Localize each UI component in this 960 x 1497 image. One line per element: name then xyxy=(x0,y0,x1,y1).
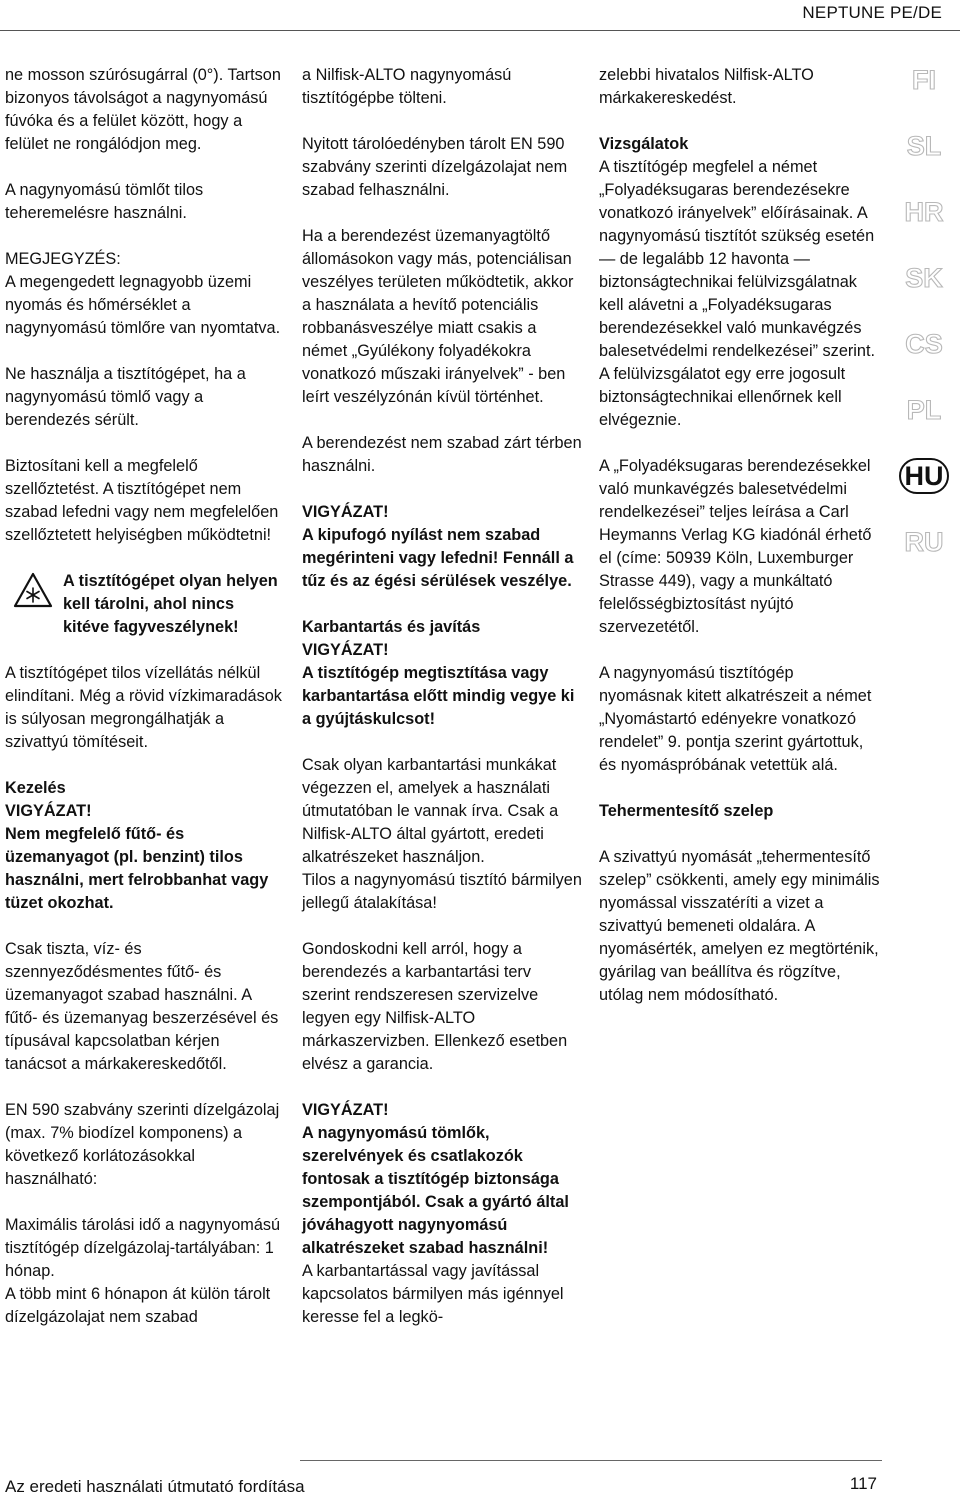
paragraph: a Nilfisk-ALTO nagynyomású tisztítógépbe tölteni. xyxy=(302,66,512,107)
paragraph: A szivattyú nyomását „tehermentesítő szelep” csökkenti, amely egy minimális nyomással visszatéríti a vizet a szivattyú bemeneti oldalára. A nyomásérték, amelyen ez megtörténik, gyárilag van beállítva és rögzítve, utólag nem módosítható. xyxy=(599,848,880,1004)
paragraph: A „Folyadéksugaras berendezésekkel való munkavégzés balesetvédelmi rendelkezései” teljes leírása a Carl Heymanns Verlag KG kiadónál érhető el (címe: 50939 Köln, Luxemburger Strasse 449), vagy a munkáltató felelősségbiztosítást nyújtó szervezetétől. xyxy=(599,457,872,636)
paragraph: A karbantartással vagy javítással kapcsolatos bármilyen más igénnyel keresse fel a legkö- xyxy=(302,1262,564,1326)
caution-text: A kipufogó nyílást nem szabad megérinteni vagy lefedni! Fennáll a tűz és az égési sérülések veszélye. xyxy=(302,526,574,590)
section-heading-kezeles: Kezelés xyxy=(5,779,66,797)
caution-text: Nem megfelelő fűtő- és üzemanyagot (pl. benzint) tilos használni, mert felrobbanhat vagy tüzet okozhat. xyxy=(5,825,269,912)
paragraph: Biztosítani kell a megfelelő szellőztetést. A tisztítógépet nem szabad lefedni vagy nem megfelelően szellőztetett helyiségben működtetni! xyxy=(5,457,279,544)
document-header-title: NEPTUNE PE/DE xyxy=(802,3,942,22)
caution-label: VIGYÁZAT! xyxy=(302,1101,389,1119)
caution-label: VIGYÁZAT! xyxy=(302,503,389,521)
paragraph: Ha a berendezést üzemanyagtöltő állomásokon vagy más, potenciálisan veszélyes területen működtetik, akkor a használata a hevítő potenciális robbanásveszélye miatt csakis a német „Gyúlékony folyadékokra vonatkozó műszaki irányelvek” - ben leírt veszélyzónán kívül történhet. xyxy=(302,227,574,406)
section-heading-inspections: Vizsgálatok xyxy=(599,135,689,153)
frost-warning-block xyxy=(5,570,283,639)
footer-caption: Az eredeti használati útmutató fordítása xyxy=(5,1477,305,1496)
paragraph: A tisztítógépet tilos vízellátás nélkül elindítani. Még a rövid vízkimaradások is súlyosan megrongálhatják a szivattyú tömítéseit. xyxy=(5,664,282,751)
paragraph: A berendezést nem szabad zárt térben használni. xyxy=(302,434,582,475)
active-language-label: HU xyxy=(904,460,944,491)
paragraph: Nyitott tárolóedényben tárolt EN 590 szabvány szerinti dízelgázolajat nem szabad felhasználni. xyxy=(302,135,568,199)
text-column-2 xyxy=(302,64,582,1352)
paragraph: Csak tiszta, víz- és szennyeződésmentes fűtő- és üzemanyagot szabad használni. A fűtő- és üzemanyag beszerzésével és típusával kapcsolatban kérjen tanácsot a márkakereskedőtől. xyxy=(5,940,279,1073)
footer-divider xyxy=(300,1460,882,1461)
caution-label: VIGYÁZAT! xyxy=(302,641,389,659)
language-tab-ru: RU xyxy=(904,526,944,557)
paragraph: A több mint 6 hónapon át külön tárolt dízelgázolajat nem szabad xyxy=(5,1285,271,1326)
caution-label: VIGYÁZAT! xyxy=(5,802,92,820)
language-tab-pl: PL xyxy=(906,394,942,425)
frost-warning-text: A tisztítógépet olyan helyen kell tárolni, ahol nincs kitéve fagyveszélynek! xyxy=(63,572,278,636)
snowflake-warning-triangle-icon xyxy=(13,572,53,608)
note-label: MEGJEGYZÉS xyxy=(5,250,117,268)
caution-text: A tisztítógép megtisztítása vagy karbantartása előtt mindig vegye ki a gyújtáskulcsot! xyxy=(302,664,575,728)
note-heading: MEGJEGYZÉS: xyxy=(5,250,121,268)
language-tab-hr: HR xyxy=(904,196,944,227)
paragraph: Csak olyan karbantartási munkákat végezzen el, amelyek a használati útmutatóban le vannak írva. Csak a Nilfisk-ALTO által gyártott, eredeti alkatrészeket használjon. xyxy=(302,756,559,866)
section-heading-relief-valve: Tehermentesítő szelep xyxy=(599,802,774,820)
language-tab-cs: CS xyxy=(905,328,943,359)
language-tab-sk: SK xyxy=(905,262,943,293)
language-tab-sl: SL xyxy=(906,130,942,161)
paragraph: zelebbi hivatalos Nilfisk-ALTO márkakereskedést. xyxy=(599,66,814,107)
language-tab-hu-active xyxy=(893,458,955,494)
note-text: A megengedett legnagyobb üzemi nyomás és hőmérséklet a nagynyomású tömlőre van nyomtatva. xyxy=(5,273,281,337)
paragraph: Tilos a nagynyomású tisztító bármilyen jellegű átalakítása! xyxy=(302,871,582,912)
paragraph: Gondoskodni kell arról, hogy a berendezés a karbantartási terv szerint rendszeresen szervizelve legyen egy Nilfisk-ALTO márkaszervizben. Ellenkező esetben elvész a garancia. xyxy=(302,940,568,1073)
paragraph: EN 590 szabvány szerinti dízelgázolaj (max. 7% biodízel komponens) a következő korlátozásokkal használható: xyxy=(5,1101,280,1188)
language-index xyxy=(893,62,959,590)
language-tab-fi: FI xyxy=(912,64,936,95)
page-number: 117 xyxy=(849,1474,877,1493)
header-divider xyxy=(0,30,960,31)
paragraph: Maximális tárolási idő a nagynyomású tisztítógép dízelgázolaj-tartályában: 1 hónap. xyxy=(5,1216,281,1280)
paragraph: ne mosson szúrósugárral (0°). Tartson bizonyos távolságot a nagynyomású fúvóka és a felület között, hogy a felület ne rongálódjon meg. xyxy=(5,66,281,153)
caution-text: A nagynyomású tömlők, szerelvények és csatlakozók fontosak a tisztítógép biztonsága szempontjából. Csak a gyártó által jóváhagyott nagynyomású alkatrészeket szabad használni! xyxy=(302,1124,569,1257)
text-column-1 xyxy=(5,64,283,1352)
paragraph: A nagynyomású tömlőt tilos teheremelésre használni. xyxy=(5,181,204,222)
paragraph: A tisztítógép megfelel a német „Folyadéksugaras berendezésekre vonatkozó irányelvek” előírásainak. A nagynyomású tisztítót szükség esetén — de legalább 12 havonta — biztonságtechnikai felülvizsgálatnak kell alávetni a „Folyadéksugaras berendezésekkel való munkavégzés balesetvédelmi rendelkezései” szerint. A felülvizsgálatot egy erre jogosult biztonságtechnikai ellenőrnek kell elvégeznie. xyxy=(599,158,876,429)
paragraph: Ne használja a tisztítógépet, ha a nagynyomású tömlő vagy a berendezés sérült. xyxy=(5,365,246,429)
section-heading-maintenance: Karbantartás és javítás xyxy=(302,618,481,636)
paragraph: A nagynyomású tisztítógép nyomásnak kitett alkatrészeit a német „Nyomástartó edényekre vonatkozó rendelet” 9. pontja szerint gyártottuk, és nyomáspróbának vetettük alá. xyxy=(599,664,872,774)
text-column-3 xyxy=(599,64,881,1030)
